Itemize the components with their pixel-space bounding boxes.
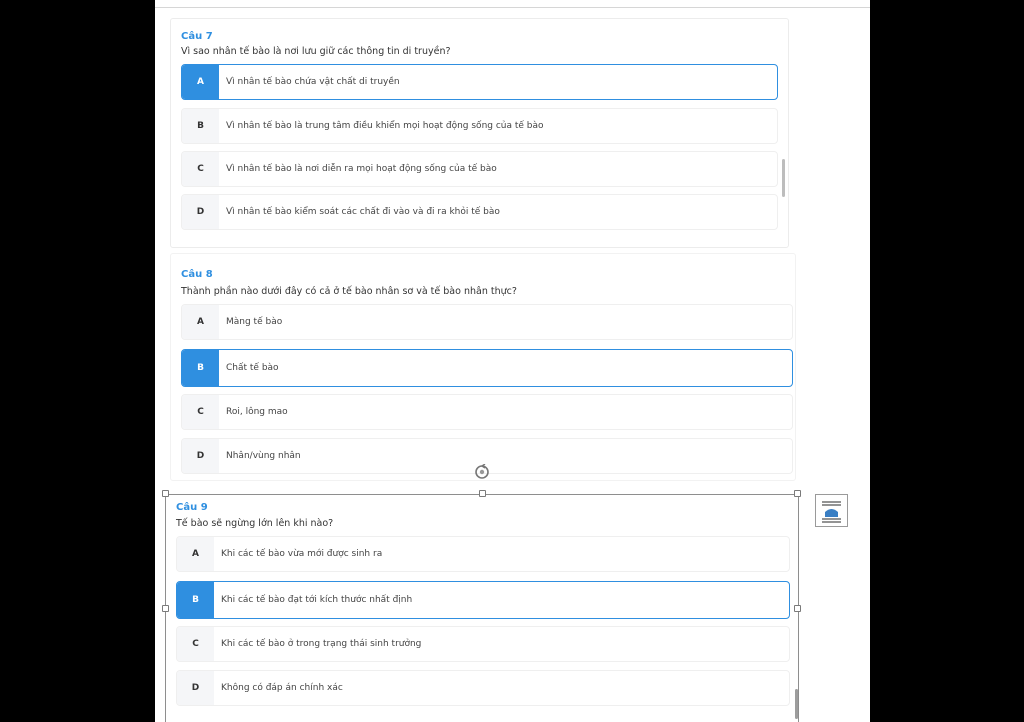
- option-text: Vì nhân tế bào là nơi diễn ra mọi hoạt động sống của tế bào: [226, 164, 497, 174]
- option-text: Màng tế bào: [226, 317, 283, 327]
- resize-handle-top-right[interactable]: [794, 490, 801, 497]
- option-text: Roi, lông mao: [226, 407, 288, 417]
- option-text: Không có đáp án chính xác: [221, 683, 343, 693]
- option-c[interactable]: [181, 394, 793, 430]
- option-letter: B: [182, 350, 219, 386]
- option-c[interactable]: [181, 151, 778, 187]
- option-letter: D: [182, 439, 219, 473]
- option-text: Khi các tế bào đạt tới kích thước nhất định: [221, 595, 413, 605]
- option-text: Vì nhân tế bào kiểm soát các chất đi vào và đi ra khỏi tế bào: [226, 207, 500, 217]
- question-text: Thành phần nào dưới đây có cả ở tế bào nhân sơ và tế bào nhân thực?: [181, 286, 517, 297]
- option-text: Khi các tế bào ở trong trạng thái sinh trưởng: [221, 639, 422, 649]
- question-number: Câu 9: [176, 502, 208, 513]
- question-number: Câu 8: [181, 269, 213, 280]
- option-a[interactable]: [181, 304, 793, 340]
- resize-handle-top-center[interactable]: [479, 490, 486, 497]
- option-letter: C: [182, 395, 219, 429]
- option-letter: C: [182, 152, 219, 186]
- question-text: Tế bào sẽ ngừng lớn lên khi nào?: [176, 518, 334, 529]
- resize-handle-middle-left[interactable]: [162, 605, 169, 612]
- resize-handle-middle-right[interactable]: [794, 605, 801, 612]
- question-text: Vì sao nhân tế bào là nơi lưu giữ các thông tin di truyền?: [181, 46, 451, 57]
- image-selection-frame: [165, 494, 799, 722]
- option-letter: B: [177, 582, 214, 618]
- option-text: Vì nhân tế bào là trung tâm điều khiển mọi hoạt động sống của tế bào: [226, 121, 544, 131]
- option-a[interactable]: [181, 64, 778, 100]
- page-top-border: [155, 7, 870, 8]
- option-letter: A: [177, 537, 214, 571]
- question-card-7: [170, 18, 789, 248]
- option-b[interactable]: [181, 108, 778, 144]
- option-text: Khi các tế bào vừa mới được sinh ra: [221, 549, 383, 559]
- option-text: Nhân/vùng nhân: [226, 451, 301, 461]
- layout-options-icon[interactable]: [815, 494, 848, 527]
- question-number: Câu 7: [181, 31, 213, 42]
- option-letter: D: [177, 671, 214, 705]
- resize-handle-top-left[interactable]: [162, 490, 169, 497]
- option-letter: B: [182, 109, 219, 143]
- card-scrollbar[interactable]: [782, 159, 785, 197]
- option-d[interactable]: [181, 194, 778, 230]
- option-letter: D: [182, 195, 219, 229]
- option-b[interactable]: [181, 349, 793, 387]
- option-letter: A: [182, 305, 219, 339]
- document-page: [155, 0, 870, 722]
- question-card-8: [170, 253, 796, 481]
- option-letter: A: [182, 65, 219, 99]
- option-letter: C: [177, 627, 214, 661]
- option-text: Chất tế bào: [226, 363, 279, 373]
- rotate-handle-icon[interactable]: [474, 464, 490, 480]
- option-text: Vì nhân tế bào chứa vật chất di truyền: [226, 77, 400, 87]
